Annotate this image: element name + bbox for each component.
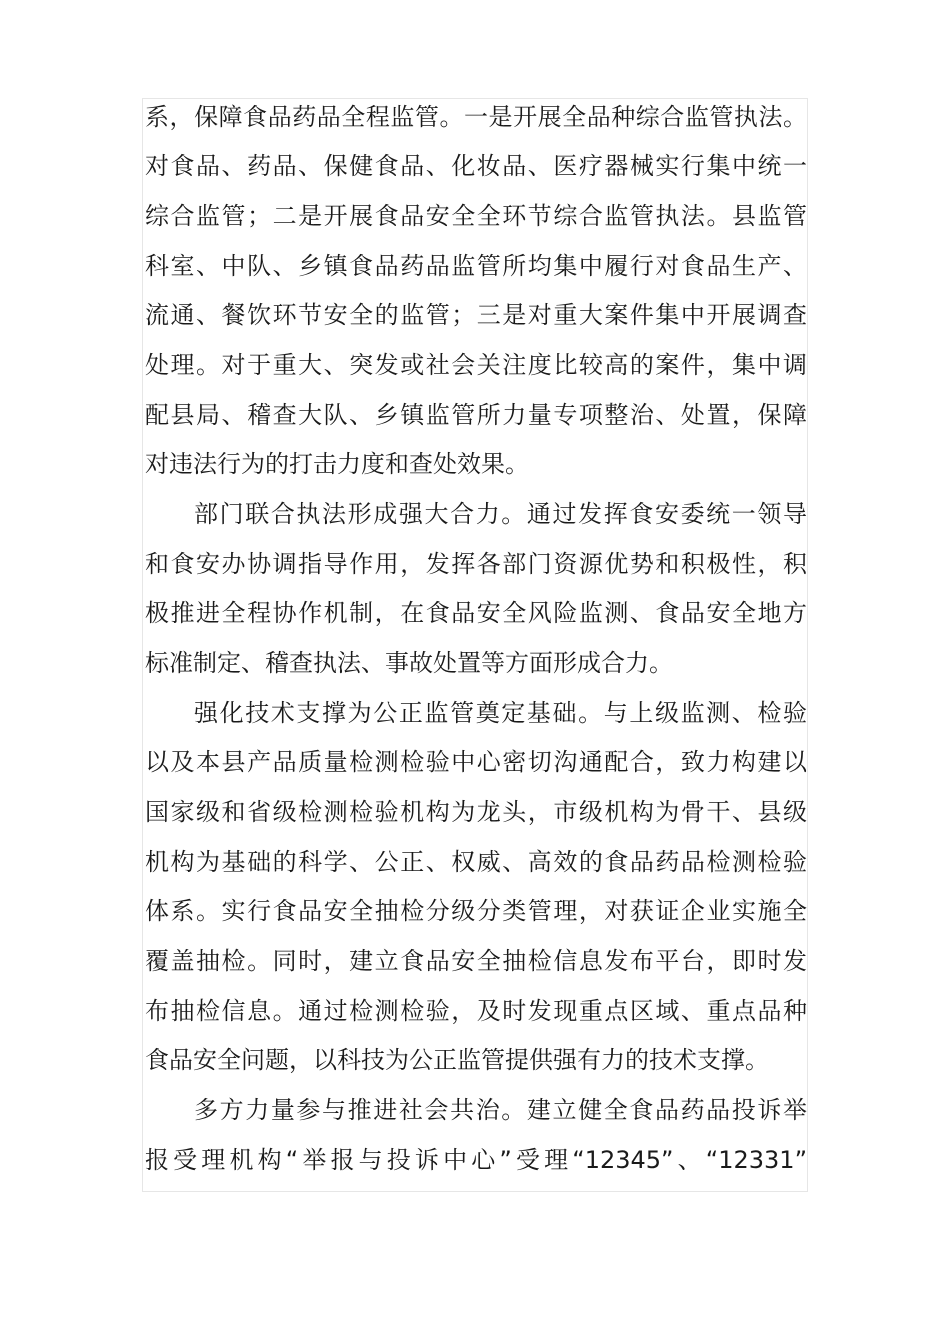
paragraph-line: 流通、餐饮环节安全的监管；三是对重大案件集中开展调查 [145, 301, 807, 329]
paragraph-line: 布抽检信息。通过检测检验，及时发现重点区域、重点品种 [145, 997, 807, 1025]
paragraph-line: 处理。对于重大、突发或社会关注度比较高的案件，集中调 [145, 351, 807, 379]
paragraph-line: 国家级和省级检测检验机构为龙头，市级机构为骨干、县级 [145, 798, 807, 826]
paragraph-line: 系，保障食品药品全程监管。一是开展全品种综合监管执法。 [145, 103, 807, 131]
paragraph-line: 对食品、药品、保健食品、化妆品、医疗器械实行集中统一 [145, 152, 807, 180]
paragraph-line: 机构为基础的科学、公正、权威、高效的食品药品检测检验 [145, 848, 807, 876]
paragraph-first-line: 部门联合执法形成强大合力。通过发挥食安委统一领导 [194, 500, 807, 528]
paragraph-first-line: 多方力量参与推进社会共治。建立健全食品药品投诉举 [194, 1096, 807, 1124]
paragraph-line: 覆盖抽检。同时，建立食品安全抽检信息发布平台，即时发 [145, 947, 807, 975]
paragraph-first-line: 强化技术支撑为公正监管奠定基础。与上级监测、检验 [194, 699, 807, 727]
paragraph-line: 对违法行为的打击力度和查处效果。 [145, 450, 529, 478]
paragraph-line: 以及本县产品质量检测检验中心密切沟通配合，致力构建以 [145, 748, 807, 776]
paragraph-line: 配县局、稽查大队、乡镇监管所力量专项整治、处置，保障 [145, 401, 807, 429]
paragraph-line: 科室、中队、乡镇食品药品监管所均集中履行对食品生产、 [145, 252, 807, 280]
paragraph-line: 食品安全问题，以科技为公正监管提供强有力的技术支撑。 [145, 1046, 769, 1074]
paragraph-line: 极推进全程协作机制，在食品安全风险监测、食品安全地方 [145, 599, 807, 627]
paragraph-line: 综合监管；二是开展食品安全全环节综合监管执法。县监管 [145, 202, 807, 230]
paragraph-line: 和食安办协调指导作用，发挥各部门资源优势和积极性，积 [145, 550, 807, 578]
paragraph-line: 标准制定、稽查执法、事故处置等方面形成合力。 [145, 649, 673, 677]
paragraph-line: 报受理机构“举报与投诉中心”受理“12345”、“12331” [145, 1146, 807, 1174]
paragraph-line: 体系。实行食品安全抽检分级分类管理，对获证企业实施全 [145, 897, 807, 925]
